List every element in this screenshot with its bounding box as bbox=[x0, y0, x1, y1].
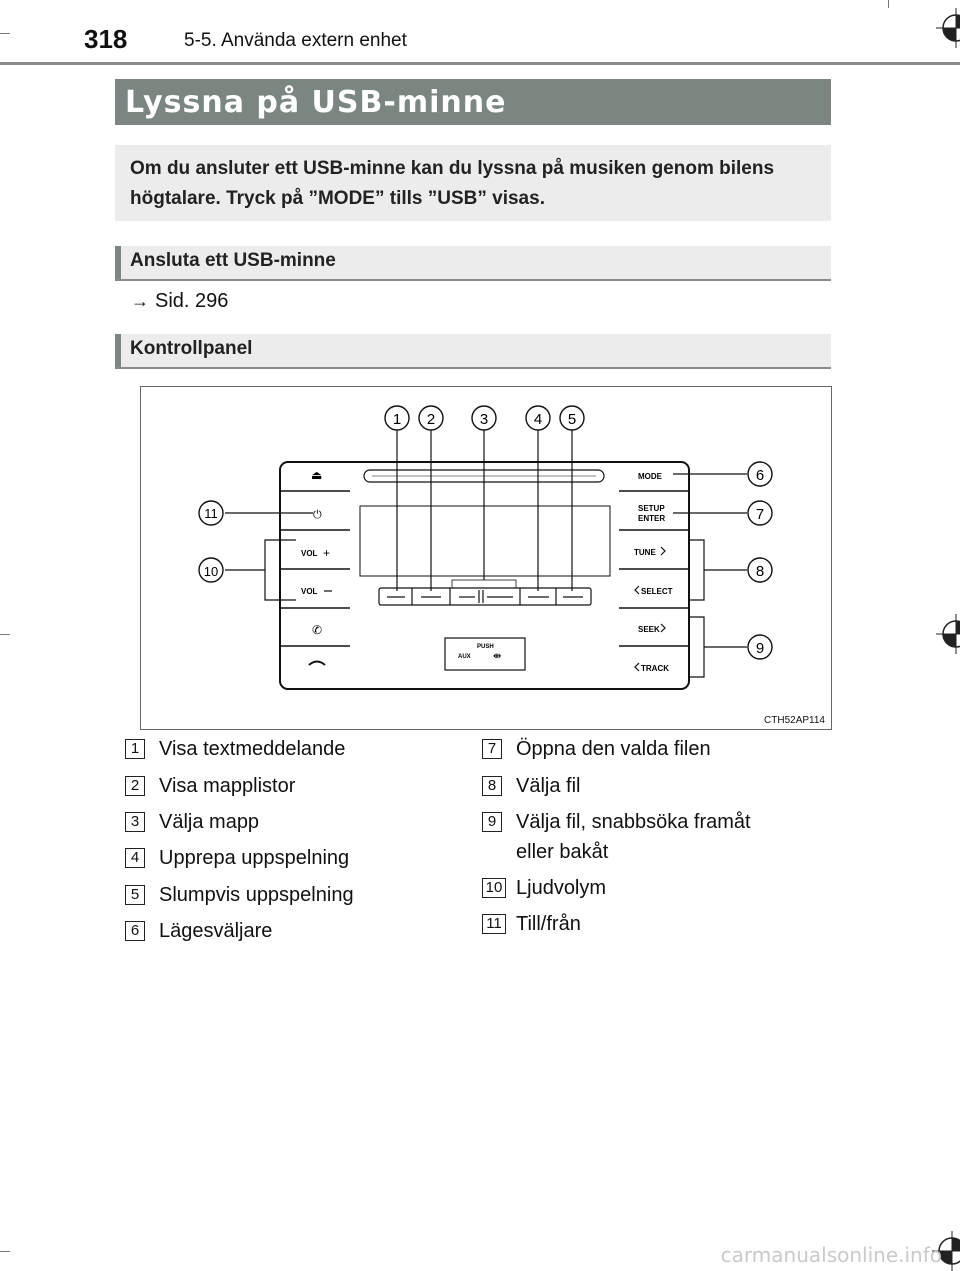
chevron-left-icon bbox=[635, 586, 639, 594]
usb-icon: ⇼ bbox=[493, 651, 502, 662]
crop-tick bbox=[888, 0, 889, 8]
legend-num: 5 bbox=[125, 885, 145, 905]
push-label: PUSH bbox=[477, 644, 494, 650]
select-label: SELECT bbox=[641, 587, 673, 596]
subheading-panel-text: Kontrollpanel bbox=[130, 338, 253, 359]
registration-mark-top-right bbox=[936, 8, 960, 48]
arrow-right-icon: → bbox=[131, 291, 149, 311]
legend-num: 7 bbox=[482, 739, 502, 759]
legend-text: Visa textmeddelande bbox=[159, 738, 346, 760]
callout-2: 2 bbox=[426, 411, 436, 428]
subheading-panel bbox=[115, 334, 831, 369]
control-panel-illustration bbox=[141, 387, 833, 731]
enter-label: ENTER bbox=[638, 514, 666, 523]
crop-tick bbox=[0, 634, 10, 635]
legend-num: 3 bbox=[125, 812, 145, 832]
title-bar bbox=[115, 79, 831, 125]
vol-minus-label: VOL bbox=[301, 587, 318, 596]
page-title: Lyssna på USB-minne bbox=[125, 85, 507, 120]
callout-4: 4 bbox=[533, 411, 543, 428]
intro-text: Om du ansluter ett USB-minne kan du lyssna på musiken genom bilens högtalare. Tryck på ”MODE” tills ”USB” visas. bbox=[130, 158, 775, 209]
callout-5: 5 bbox=[567, 411, 577, 428]
legend-num: 6 bbox=[125, 921, 145, 941]
callout-11: 11 bbox=[204, 506, 218, 521]
legend-text: Välja mapp bbox=[159, 811, 260, 833]
legend-num: 9 bbox=[482, 812, 502, 832]
legend-text: Lägesväljare bbox=[159, 920, 273, 942]
callout-1: 1 bbox=[392, 411, 402, 428]
legend-num: 1 bbox=[125, 739, 145, 759]
chevron-right-icon bbox=[661, 547, 665, 555]
watermark: carmanualsonline.info bbox=[720, 1243, 942, 1267]
legend-text: Till/från bbox=[516, 913, 581, 935]
legend-text: Välja fil, snabbsöka framåt bbox=[516, 811, 751, 833]
legend-text: Ljudvolym bbox=[516, 877, 607, 899]
legend-text: Öppna den valda filen bbox=[516, 738, 711, 760]
legend-text-continued: eller bakåt bbox=[516, 841, 609, 863]
page-reference-text: Sid. 296 bbox=[155, 290, 229, 312]
track-label: TRACK bbox=[641, 664, 669, 673]
callout-3: 3 bbox=[479, 411, 489, 428]
legend-num: 11 bbox=[482, 914, 506, 934]
hang-up-icon bbox=[309, 662, 325, 666]
subheading-connect bbox=[115, 246, 831, 281]
mode-label: MODE bbox=[638, 472, 662, 481]
section-label: 5-5. Använda extern enhet bbox=[184, 30, 407, 51]
control-panel-figure bbox=[140, 386, 832, 730]
legend-text: Välja fil bbox=[516, 775, 581, 797]
eject-icon: ⏏ bbox=[311, 468, 323, 482]
legend-text: Slumpvis uppspelning bbox=[159, 884, 354, 906]
setup-label: SETUP bbox=[638, 504, 665, 513]
tune-label: TUNE bbox=[634, 548, 656, 557]
callout-7: 7 bbox=[755, 506, 765, 523]
crop-tick bbox=[0, 1251, 10, 1252]
subheading-connect-text: Ansluta ett USB-minne bbox=[130, 250, 336, 271]
usb-aux-port bbox=[445, 638, 525, 670]
header-rule bbox=[0, 62, 960, 65]
plus-icon: + bbox=[323, 546, 331, 560]
aux-label: AUX bbox=[458, 654, 471, 660]
callout-10: 10 bbox=[203, 564, 219, 579]
callout-9: 9 bbox=[755, 640, 765, 657]
function-buttons bbox=[379, 580, 591, 605]
legend-num: 10 bbox=[482, 878, 506, 898]
registration-mark-mid-right bbox=[936, 614, 960, 654]
page-reference[interactable] bbox=[131, 290, 228, 313]
crop-tick bbox=[0, 33, 10, 34]
legend-num: 4 bbox=[125, 848, 145, 868]
legend-text: Upprepa uppspelning bbox=[159, 847, 350, 869]
legend-text: Visa mapplistor bbox=[159, 775, 296, 797]
figure-code: CTH52AP114 bbox=[764, 715, 825, 726]
legend-num: 8 bbox=[482, 776, 502, 796]
phone-icon: ✆ bbox=[312, 623, 323, 637]
vol-plus-label: VOL bbox=[301, 549, 318, 558]
intro-box bbox=[115, 145, 831, 221]
seek-label: SEEK bbox=[638, 625, 660, 634]
power-icon: ⏻ bbox=[313, 509, 322, 521]
callout-6: 6 bbox=[755, 467, 765, 484]
page-number: 318 bbox=[84, 24, 128, 54]
legend-num: 2 bbox=[125, 776, 145, 796]
chevron-right-icon bbox=[661, 624, 665, 632]
callout-8: 8 bbox=[755, 563, 765, 580]
chevron-left-icon bbox=[635, 663, 639, 671]
